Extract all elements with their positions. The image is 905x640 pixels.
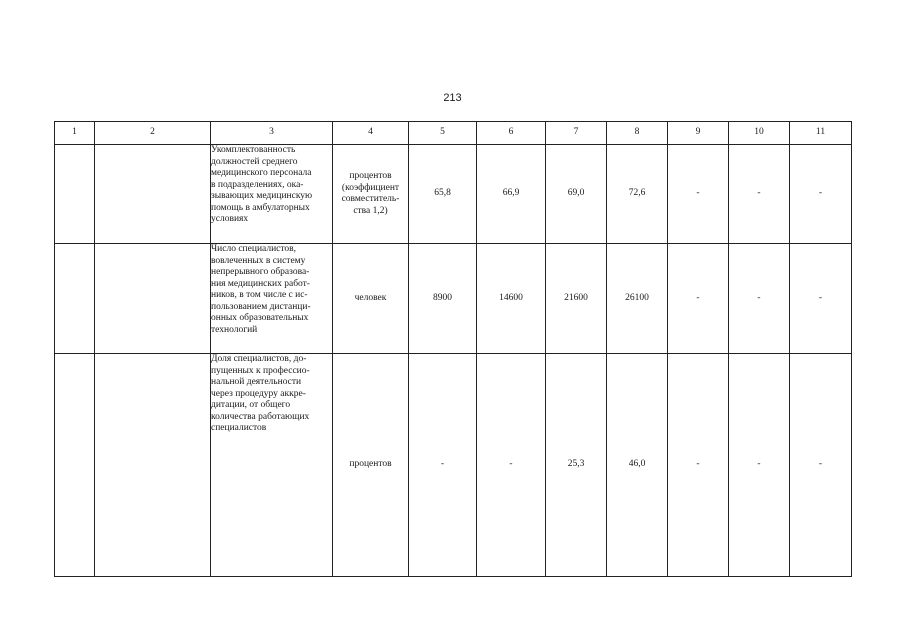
table-cell-col1: [55, 145, 95, 244]
table-cell-col2: [95, 145, 211, 244]
value-cell: -: [668, 354, 729, 577]
description-line: Доля специалистов, до-: [211, 354, 307, 364]
value-cell: -: [668, 244, 729, 354]
description-line: ников, в том числе с ис-: [211, 290, 308, 300]
indicator-description: [211, 145, 333, 244]
header-row: [55, 122, 852, 145]
unit-line: ства 1,2): [353, 205, 388, 216]
description-line: зывающих медицинскую: [211, 191, 313, 201]
description-line: специалистов: [211, 423, 267, 433]
value-cell: -: [790, 244, 852, 354]
unit-cell: [333, 354, 409, 577]
column-header: 3: [211, 122, 333, 145]
indicator-description: [211, 244, 333, 354]
value-cell: 65,8: [409, 145, 477, 244]
description-line: нальной деятельности: [211, 377, 302, 387]
column-header: 7: [546, 122, 607, 145]
description-line: непрерывного образова-: [211, 267, 310, 277]
value-cell: -: [729, 145, 790, 244]
indicators-table: [54, 121, 852, 577]
column-header: 6: [477, 122, 546, 145]
table-row: [55, 244, 852, 354]
value-cell: 72,6: [607, 145, 668, 244]
description-line: Укомплектованность: [211, 145, 296, 155]
table-row: [55, 145, 852, 244]
value-cell: 14600: [477, 244, 546, 354]
value-cell: 25,3: [546, 354, 607, 577]
value-cell: -: [729, 244, 790, 354]
value-cell: 26100: [607, 244, 668, 354]
description-line: технологий: [211, 324, 258, 335]
description-line: онных образовательных: [211, 313, 309, 323]
description-line: медицинского персонала: [211, 168, 312, 178]
description-line: помощь в амбулаторных: [211, 202, 310, 213]
unit-line: процентов: [349, 459, 392, 470]
column-header: 2: [95, 122, 211, 145]
column-header: 10: [729, 122, 790, 145]
column-header: 4: [333, 122, 409, 145]
value-cell: -: [668, 145, 729, 244]
value-cell: 46,0: [607, 354, 668, 577]
description-line: пользованием дистанци-: [211, 301, 311, 312]
value-cell: -: [409, 354, 477, 577]
description-line: пущенных к профессио-: [211, 365, 310, 376]
description-line: вовлеченных в систему: [211, 255, 306, 266]
column-header: 1: [55, 122, 95, 145]
table-cell-col1: [55, 354, 95, 577]
description-line: дитации, от общего: [211, 400, 291, 410]
description-line: количества работающих: [211, 411, 310, 422]
unit-line: процентов: [349, 171, 392, 181]
value-cell: 21600: [546, 244, 607, 354]
unit-line: совместитель-: [341, 194, 400, 204]
value-cell: -: [477, 354, 546, 577]
page-number: 213: [443, 92, 462, 104]
description-line: в подразделениях, ока-: [211, 179, 304, 190]
value-cell: -: [790, 145, 852, 244]
unit-cell: [333, 145, 409, 244]
column-header: 8: [607, 122, 668, 145]
description-line: ния медицинских работ-: [211, 278, 310, 289]
value-cell: -: [790, 354, 852, 577]
description-line: должностей среднего: [211, 156, 298, 167]
unit-cell: [333, 244, 409, 354]
value-cell: 8900: [409, 244, 477, 354]
value-cell: -: [729, 354, 790, 577]
description-line: условиях: [211, 214, 249, 224]
value-cell: 66,9: [477, 145, 546, 244]
column-header: 9: [668, 122, 729, 145]
column-header: 11: [790, 122, 852, 145]
table-cell-col2: [95, 244, 211, 354]
table-row: [55, 354, 852, 577]
description-line: Число специалистов,: [211, 244, 297, 254]
description-line: через процедуру аккре-: [211, 388, 306, 399]
value-cell: 69,0: [546, 145, 607, 244]
table-cell-col1: [55, 244, 95, 354]
indicator-description: [211, 354, 333, 577]
table-cell-col2: [95, 354, 211, 577]
unit-line: (коэффициент: [341, 182, 400, 193]
unit-line: человек: [354, 292, 387, 303]
column-header: 5: [409, 122, 477, 145]
